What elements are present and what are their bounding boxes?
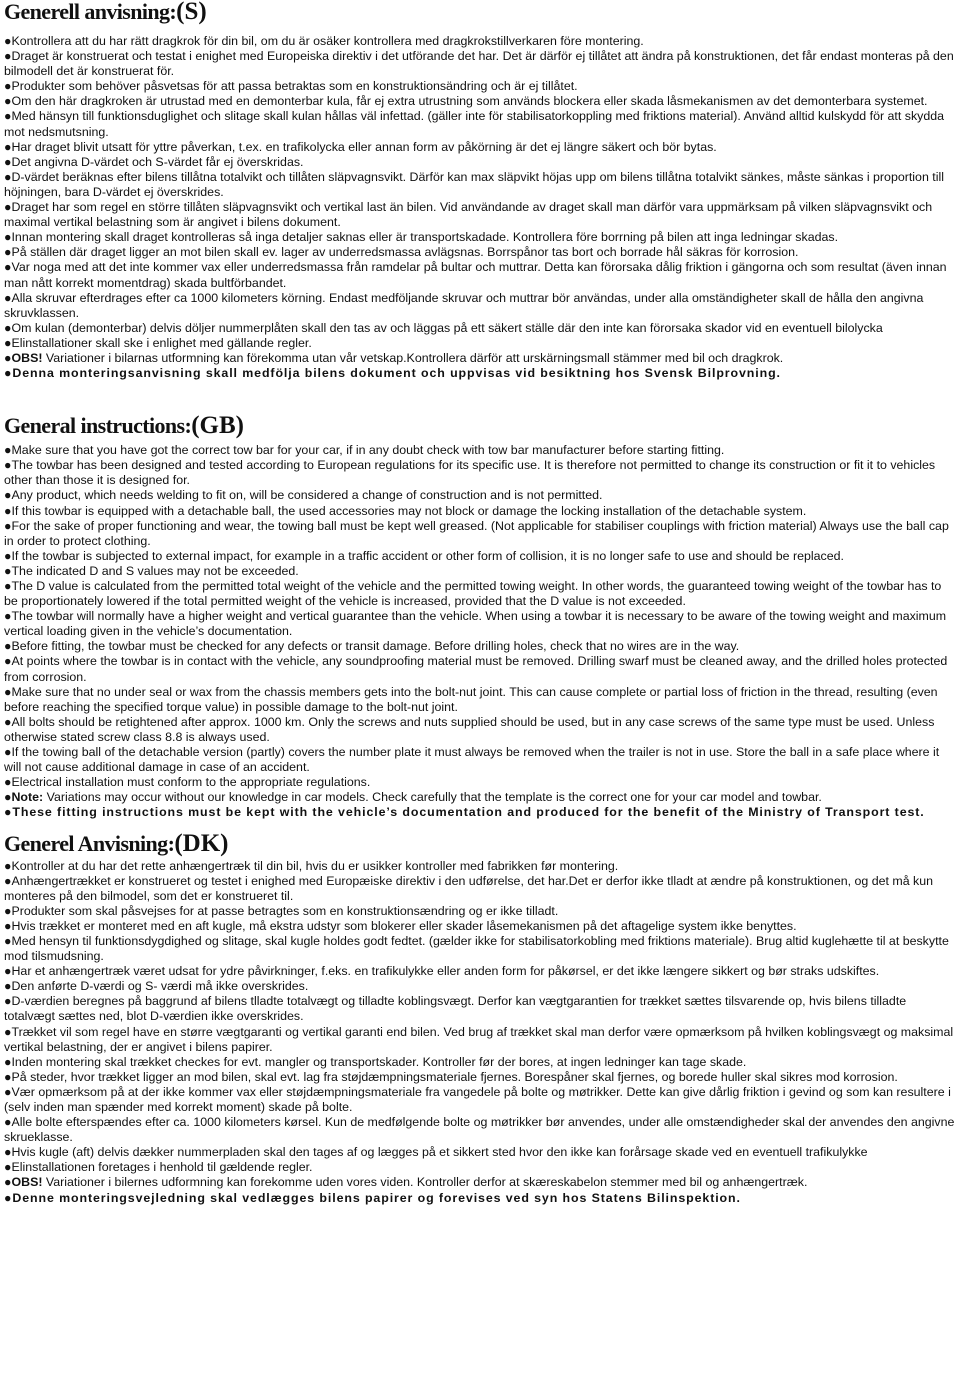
instruction-text: Kontrollera att du har rätt dragkrok för din bil, om du är osäker kontrollera med dragkrokstillverkaren före montering. [11,34,644,48]
instruction-text: Om kulan (demonterbar) delvis döljer nummerplåten skall den tas av och läggas på ett säkert ställe där den inte kan förorsaka skador vid en eventuell bilolycka [11,320,883,335]
instruction-text: På ställen där draget ligger an mot bilen skall ev. lager av underredsmassa avlägsnas. Borrspånor tas bort och borrade hål säkras för korrosion. [11,245,799,260]
instruction-item [4,321,956,336]
instruction-text: Denna monteringsanvisning skall medfölja bilens dokument och uppvisas vid besiktning hos Svensk Bilprovning. [12,366,781,381]
instruction-item [4,904,956,919]
note-prefix: Note: [11,790,44,805]
instruction-text: Har draget blivit utsatt för yttre påverkan, t.ex. en trafikolycka eller annan form av påkörning är det ej längre säkert och bör bytas. [11,139,717,154]
instruction-item [4,994,956,1024]
instruction-text: All bolts should be retightened after approx. 1000 km. Only the screws and nuts supplied should be used, but in any case screws of the same type must be used. Unless otherwise stated screw class 8.8 is always used. [4,714,935,744]
bullet-icon: ● [4,639,12,654]
bullet-icon: ● [4,1054,12,1069]
instruction-item [4,1055,956,1070]
instruction-text: If this towbar is equipped with a detachable ball, the used accessories may not block or damage the locking installation of the detachable system. [11,503,807,518]
instruction-item [4,519,956,549]
instruction-text: The D value is calculated from the permitted total weight of the vehicle and the permitted towing weight. In other words, the guaranteed towing weight of the towbar has to be proportionately lowered if the total permitted weight of the vehicle is increased, provided that the D value is not exceeded. [4,579,942,609]
instruction-text: Produkter som skal påsvejses for at passe betragtes som en konstruktionsændring og er ikke tilladt. [11,903,559,918]
instruction-item [4,458,956,488]
bullet-icon: ● [4,994,12,1009]
instruction-text: Kontroller at du har det rette anhængertræk til din bil, hvis du er usikker kontroller med fabrikken før montering. [11,858,619,873]
bullet-icon: ● [4,903,12,918]
instruction-item [4,979,956,994]
instruction-item [4,1115,956,1145]
instruction-item [4,1070,956,1085]
section-heading [4,0,956,24]
instruction-item [4,1175,956,1190]
instruction-text: D-værdien beregnes på baggrund af bilens tlladte totalvægt og tilladte koblingsvægt. Derfor kan vægtgarantien for trækket sættes tilsvarende op, hvis bilens tilladte totalvægt sættes ned, blot D-værdien ikke overskrides. [4,994,907,1024]
bullet-icon: ● [4,933,12,948]
note-prefix: OBS! [11,1175,43,1190]
bullet-icon: ● [4,49,12,64]
bullet-icon: ● [4,109,12,124]
instruction-item [4,654,956,684]
bullet-icon: ● [4,154,12,169]
bullet-icon: ● [4,260,12,275]
bullet-icon: ● [4,503,12,518]
instruction-item [4,260,956,290]
instruction-item [4,1160,956,1175]
bullet-icon: ● [4,873,12,888]
instruction-item [4,964,956,979]
instruction-text: Hvis trækket er monteret med en aft kugle, må ekstra udstyr som blokerer eller skader låsemekanismen på det aftagelige system ikke benyttes. [11,918,797,933]
instruction-text: Har et anhængertræk været udsat for ydre påvirkninger, f.eks. en trafikulykke eller anden form for påkørsel, er det ikke længere sikkert og bør straks udskiftes. [11,964,880,979]
instruction-item [4,609,956,639]
instruction-text: Med hänsyn till funktionsduglighet och slitage skall kulan hållas väl infettad. (gäller inte för stabilisatorkoppling med friktions material). Använd alltid kulskydd för att skydda mot nedsmutsning. [4,109,945,139]
instruction-text: At points where the towbar is in contact with the vehicle, any soundproofing material must be removed. Drilling swarf must be cleaned away, and the drilled holes protected from corrosion. [4,654,948,684]
instruction-text: Den anførte D-værdi og S- værdi må ikke overskrides. [11,979,309,994]
bullet-icon: ● [4,34,12,48]
instruction-item [4,49,956,79]
bullet-icon: ● [4,79,12,94]
instruction-text: Draget har som regel en större tillåten släpvagnsvikt och vertikal last än bilen. Vid användande av draget skall man därför vara uppmärksam på vilken släpvagnsvikt och maximal vertikal belastning som är angivet i bilens dokument. [4,200,933,230]
instruction-item [4,351,956,366]
bullet-icon: ● [4,1084,12,1099]
section-title: General instructions: [4,413,192,439]
instruction-item [4,79,956,94]
bullet-icon: ● [4,790,12,805]
bullet-icon: ● [4,518,12,533]
instruction-text: Om den här dragkroken är utrustad med en demonterbar kula, får ej extra utrustning som används blockera eller skada låsmekanismen av det demonterbara systemet. [11,94,928,109]
instruction-text: Elinstallationen foretages i henhold til gældende regler. [11,1160,313,1175]
section-title: Generel Anvisning: [4,830,175,856]
instruction-item [4,775,956,790]
bullet-icon: ● [4,1115,12,1130]
instruction-text: Variationer i bilarnas utformning kan förekomma utan vår vetskap.Kontrollera därför att urskärningsmall stämmer med bil och dragkrok. [42,350,784,365]
bullet-icon: ● [4,94,12,109]
instruction-text: Draget är konstruerat och testat i enighet med Europeiska direktiv i det utförande det har. Det är därför ej tillåtet att ändra på konstruktionen, det får endast monteras på den bilmodell det är konstruerat för. [4,49,954,79]
instruction-text: Innan montering skall draget kontrolleras så inga detaljer saknas eller är transportskadade. Kontrollera före borrning på bilen att inga ledningar skadas. [11,230,839,245]
bullet-icon: ● [4,775,12,790]
instruction-item [4,245,956,260]
instruction-item [4,170,956,200]
language-code: (DK) [174,829,229,857]
bullet-icon: ● [4,745,12,760]
bullet-icon: ● [4,684,12,699]
instruction-item [4,549,956,564]
instruction-text: Before fitting, the towbar must be checked for any defects or transit damage. Before drilling holes, check that no wires are in the way. [11,639,740,654]
instruction-item [4,874,956,904]
bullet-icon: ● [4,488,12,503]
instruction-text: Denne monteringsvejledning skal vedlægges bilens papirer og forevises ved syn hos Statens Bilinspektion. [12,1190,741,1205]
instruction-text: Anhængertrækket er konstrueret og testet i enighed med Europæiske direktiv i den udførelse, det har.Det er derfor ikke tlladt at ændre på konstruktionen, og det må kun monteres på den bilmodel, som det er konstrueret til. [4,873,934,903]
instruction-item [4,745,956,775]
instruction-item [4,200,956,230]
instruction-text: Electrical installation must conform to the appropriate regulations. [11,775,371,790]
instruction-item [4,1025,956,1055]
instruction-item [4,155,956,170]
bullet-icon: ● [4,366,13,381]
instruction-text: Inden montering skal trækket checkes for evt. mangler og transportskader. Kontroller før der bores, at ingen ledninger kan tage skade. [11,1054,747,1069]
instruction-item [4,859,956,874]
instruction-text: Vær opmærksom på at der ikke kommer vax eller støjdæmpningsmateriale fra vangedele på bolte og møtrikker. Dette kan give dårlig friktion i gevind og som kan resultere i (selv inden man spænder med korrekt moment) skade på bolte. [4,1084,951,1114]
section-heading [4,829,956,857]
instruction-item [4,639,956,654]
instruction-text: Med hensyn til funktionsdygdighed og slitage, skal kugle holdes godt fedtet. (gælder ikke for stabilisatorkobling med friktions materiale). Brug altid kuglehætte til at beskytte mod tilsmudsning. [4,933,949,964]
bullet-icon: ● [4,350,12,365]
bullet-icon: ● [4,458,12,473]
instruction-text: Any product, which needs welding to fit on, will be considered a change of construction and is not permitted. [11,488,603,503]
bullet-icon: ● [4,245,12,260]
instruction-text: Alla skruvar efterdrages efter ca 1000 kilometers körning. Endast medföljande skruvar och muttrar bör användas, under alla omständigheter skall de hålla den angivna skruvklassen. [4,290,924,320]
bullet-icon: ● [4,1069,12,1084]
bullet-icon: ● [4,964,12,979]
bullet-icon: ● [4,548,12,563]
instruction-item [4,109,956,139]
instruction-text: If the towbar is subjected to external impact, for example in a traffic accident or other form of collision, it is no longer safe to use and should be replaced. [11,548,844,563]
instruction-item [4,140,956,155]
bullet-icon: ● [4,714,12,729]
instruction-text: Det angivna D-värdet och S-värdet får ej överskridas. [11,154,304,169]
instruction-text: The towbar has been designed and tested according to European regulations for its specific use. It is therefore not permitted to change its construction or fit it to vehicles other than those it is designed for. [4,458,936,488]
bullet-icon: ● [4,1160,12,1175]
bullet-icon: ● [4,230,12,245]
instruction-text: Var noga med att det inte kommer vax eller underredsmassa från ramdelar på bultar och muttrar. Detta kan förorsaka dålig friktion i gängorna och som resultat (även innan man nått korrekt momentdrag) skada bultförbandet. [4,260,947,290]
instruction-text: På steder, hvor trækket ligger an mod bilen, skal evt. lag fra støjdæmpningsmateriale fjernes. Borespåner skal fjernes, og borede huller skal sikres mod korrosion. [11,1069,898,1084]
instruction-text: Variationer i bilernes udformning kan forekomme uden vores viden. Kontroller derfor at skæreskabelon stemmer med bil og anhængertræk. [42,1175,808,1190]
instruction-item [4,790,956,805]
language-code: (S) [176,0,207,25]
instruction-item [4,579,956,609]
instruction-list [4,443,956,820]
instruction-text: These fitting instructions must be kept with the vehicle’s documentation and produced for the benefit of the Ministry of Transport test. [12,805,925,820]
instruction-item [4,805,956,820]
instruction-item [4,715,956,745]
section-danish [4,829,956,1206]
bullet-icon: ● [4,579,12,593]
instruction-list [4,34,956,381]
instruction-item [4,685,956,715]
bullet-icon: ● [4,139,12,154]
instruction-text: Elinstallationer skall ske i enlighet med gällande regler. [11,335,312,350]
instruction-item [4,488,956,503]
language-code: (GB) [191,412,244,440]
instruction-text: Alle bolte efterspændes efter ca. 1000 kilometers kørsel. Kun de medfølgende bolte og møtrikker bør anvendes, under alle omstændigheder skal der anvendes den angivne skrueklasse. [4,1115,955,1145]
bullet-icon: ● [4,609,12,624]
bullet-icon: ● [4,335,12,350]
bullet-icon: ● [4,563,12,578]
instruction-text: Make sure that you have got the correct tow bar for your car, if in any doubt check with tow bar manufacturer before starting fitting. [11,443,725,458]
instruction-text: If the towing ball of the detachable version (partly) covers the number plate it must always be removed when the trailer is not in use. Store the ball in a safe place where it will not cause additional damage in case of an accident. [4,745,940,775]
bullet-icon: ● [4,290,12,305]
instruction-item [4,504,956,519]
instruction-item [4,1145,956,1160]
bullet-icon: ● [4,1024,12,1039]
bullet-icon: ● [4,1145,12,1160]
instruction-text: The towbar will normally have a higher weight and vertical guarantee than the vehicle. When using a towbar it is necessary to be aware of the towing weight and maximum vertical loading given in the vehicle’s documentation. [4,609,947,639]
bullet-icon: ● [4,1175,12,1190]
instruction-item [4,919,956,934]
bullet-icon: ● [4,918,12,933]
section-heading [4,414,956,438]
instruction-list [4,859,956,1206]
instruction-text: For the sake of proper functioning and wear, the towing ball must be kept well greased. (Not applicable for stabiliser couplings with friction material) Always use the ball cap in order to protect clothing. [4,518,949,548]
instruction-item [4,34,956,49]
bullet-icon: ● [4,979,12,994]
instruction-text: Trækket vil som regel have en større vægtgaranti og vertikal garanti end bilen. Ved brug af trækket skal man derfor være opmærksom på hvilken koblingsvægt og maksimal vertikal belastning, der er angivet i bilens papirer. [4,1024,954,1054]
instruction-item [4,291,956,321]
instruction-text: Variations may occur without our knowledge in car models. Check carefully that the template is the correct one for your car model and towbar. [43,790,822,805]
bullet-icon: ● [4,654,12,669]
section-title: Generell anvisning: [4,0,177,24]
instruction-text: Make sure that no under seal or wax from the chassis members gets into the bolt-nut joint. This can cause complete or partial loss of friction in the thread, resulting (even before reaching the specified torque value) in possible damage to the bolt-nut joint. [4,684,938,714]
bullet-icon: ● [4,169,12,184]
bullet-icon: ● [4,1190,13,1205]
bullet-icon: ● [4,443,12,458]
instruction-item [4,366,956,381]
instruction-item [4,336,956,351]
section-swedish [4,0,956,381]
instruction-item [4,94,956,109]
instruction-text: D-värdet beräknas efter bilens tillåtna totalvikt och tillåten släpvagnsvikt. Därför kan max släpvikt höjas upp om bilens tillåtna totalvikt sänkes, måste sänkas i proportion till höjningen, bara D-värdet ej överskrides. [4,169,944,199]
instruction-item [4,934,956,964]
instruction-text: Hvis kugle (aft) delvis dækker nummerpladen skal den tages af og lægges på et sikkert sted hvor den ikke kan forårsage skade ved en eventuell trafikulykke [11,1145,868,1160]
instruction-text: Produkter som behöver påsvetsas för att passa betraktas som en konstruktionsändring och är ej tillåtet. [11,79,578,94]
note-prefix: OBS! [11,350,43,365]
instruction-item [4,1191,956,1206]
instruction-item [4,230,956,245]
bullet-icon: ● [4,858,12,873]
instruction-item [4,1085,956,1115]
instruction-item [4,564,956,579]
section-english [4,414,956,820]
bullet-icon: ● [4,200,12,215]
instruction-item [4,443,956,458]
bullet-icon: ● [4,805,13,820]
instruction-text: The indicated D and S values may not be exceeded. [11,563,299,578]
bullet-icon: ● [4,320,12,335]
